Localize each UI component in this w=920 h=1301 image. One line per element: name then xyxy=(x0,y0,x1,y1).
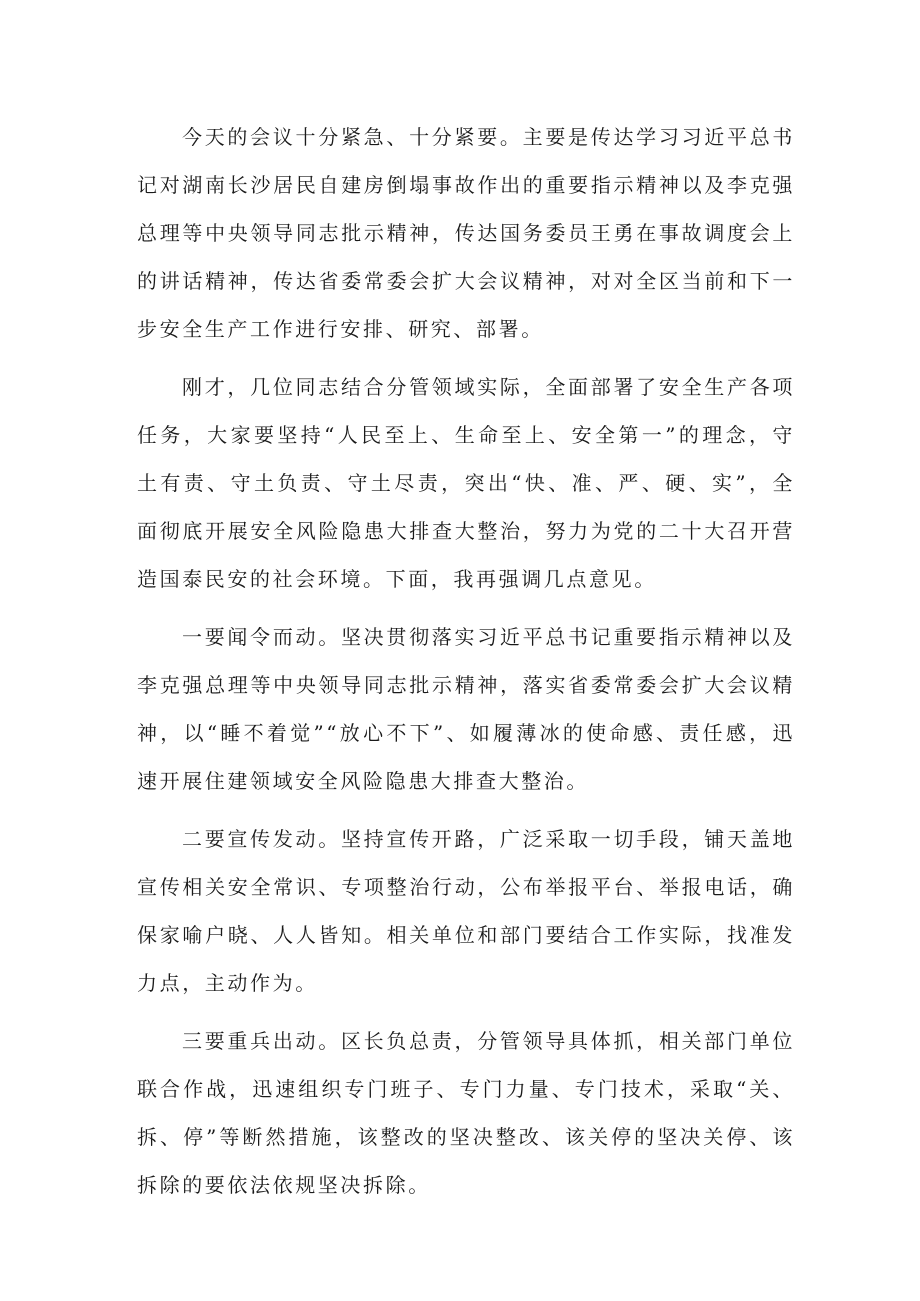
paragraph-task-deployment: 刚才，几位同志结合分管领域实际，全面部署了安全生产各项任务，大家要坚持“人民至上、生命至上、安全第一”的理念，守土有责、守土负责、守土尽责，突出“快、准、严、硬、实”，全面彻底开展安全风险隐患大排查大整治，努力为党的二十大召开营造国泰民安的社会环境。下面，我再强调几点意见。 xyxy=(137,375,795,591)
paragraph-point-one: 一要闻令而动。坚决贯彻落实习近平总书记重要指示精神以及李克强总理等中央领导同志批示精神，落实省委常委会扩大会议精神，以“睡不着觉”“放心不下”、如履薄冰的使命感、责任感，迅速开展住建领域安全风险隐患大排查大整治。 xyxy=(137,625,795,793)
paragraph-point-two: 二要宣传发动。坚持宣传开路，广泛采取一切手段，铺天盖地宣传相关安全常识、专项整治行动，公布举报平台、举报电话，确保家喻户晓、人人皆知。相关单位和部门要结合工作实际，找准发力点，主动作为。 xyxy=(137,827,795,995)
paragraph-point-three: 三要重兵出动。区长负总责，分管领导具体抓，相关部门单位联合作战，迅速组织专门班子、专门力量、专门技术，采取“关、拆、停”等断然措施，该整改的坚决整改、该关停的坚决关停、该拆除的要依法依规坚决拆除。 xyxy=(137,1029,795,1197)
paragraph-meeting-purpose: 今天的会议十分紧急、十分紧要。主要是传达学习习近平总书记对湖南长沙居民自建房倒塌事故作出的重要指示精神以及李克强总理等中央领导同志批示精神，传达国务委员王勇在事故调度会上的讲话精神，传达省委常委会扩大会议精神，对对全区当前和下一步安全生产工作进行安排、研究、部署。 xyxy=(137,125,795,341)
document-body xyxy=(137,113,795,1219)
